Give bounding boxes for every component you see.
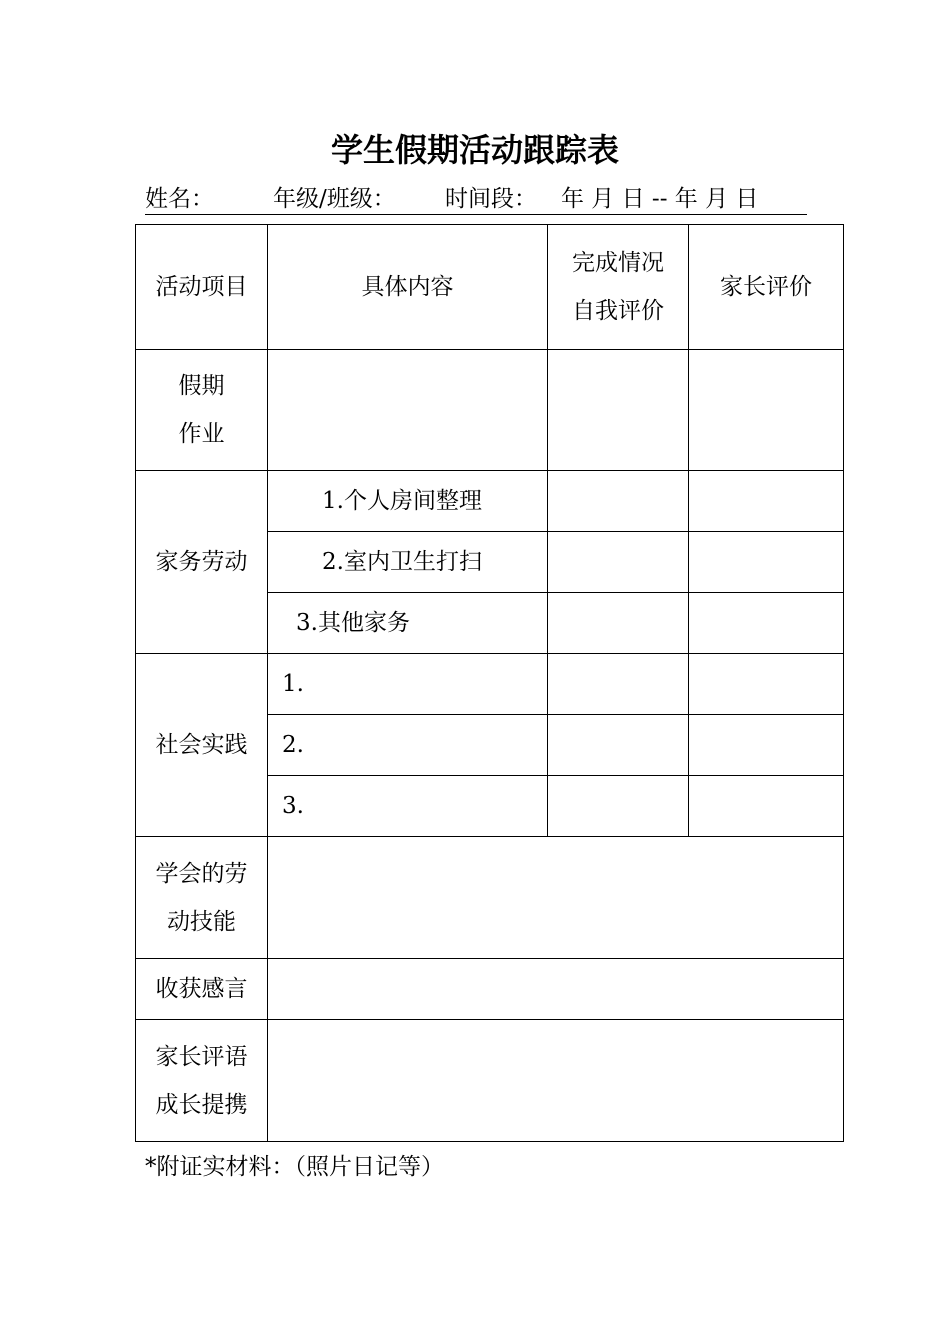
date-range: 年 月 日 -- 年 月 日 [561,186,759,212]
social-item-2: 2. [268,715,548,776]
header-self-line1: 完成情况 [572,250,664,276]
header-activity: 活动项目 [136,225,268,350]
social-self-cell-3[interactable] [548,776,689,837]
homework-parent-cell[interactable] [689,350,844,471]
homework-row [136,350,844,471]
tracking-table [135,224,844,1142]
homework-line2: 作业 [178,421,225,447]
harvest-label: 收获感言 [136,959,268,1020]
social-item-3: 3. [268,776,548,837]
housework-label: 家务劳动 [136,471,268,654]
student-info-line [145,184,807,215]
housework-item-1: 1.个人房间整理 [268,471,548,532]
social-parent-cell-2[interactable] [689,715,844,776]
homework-label [136,350,268,471]
skills-line1: 学会的劳 [155,860,248,887]
housework-item-3: 3.其他家务 [268,593,548,654]
parent-comment-row [136,1020,844,1142]
footnote: *附证实材料：（照片日记等） [145,1154,444,1180]
housework-parent-cell-1[interactable] [689,471,844,532]
header-row [136,225,844,350]
header-self-line2: 自我评价 [572,298,664,324]
skills-label [136,837,268,959]
social-label: 社会实践 [136,654,268,837]
housework-row-1 [136,471,844,532]
housework-parent-cell-3[interactable] [689,593,844,654]
housework-item-2: 2.室内卫生打扫 [268,532,548,593]
housework-self-cell-1[interactable] [548,471,689,532]
housework-self-cell-2[interactable] [548,532,689,593]
parent-comment-line2: 成长提携 [155,1091,248,1118]
header-content: 具体内容 [268,225,548,350]
social-item-1: 1. [268,654,548,715]
period-label: 时间段： [445,186,537,212]
social-self-cell-1[interactable] [548,654,689,715]
social-parent-cell-1[interactable] [689,654,844,715]
name-label: 姓名： [145,186,214,212]
homework-line1: 假期 [178,373,225,399]
parent-comment-content-cell[interactable] [268,1020,844,1142]
grade-class-label: 年级/班级： [273,186,396,212]
homework-self-cell[interactable] [548,350,689,471]
parent-comment-label [136,1020,268,1142]
skills-content-cell[interactable] [268,837,844,959]
parent-comment-line1: 家长评语 [155,1043,248,1070]
social-self-cell-2[interactable] [548,715,689,776]
header-self-evaluation [548,225,689,350]
page-title: 学生假期活动跟踪表 [330,131,619,169]
homework-content-cell[interactable] [268,350,548,471]
skills-line2: 动技能 [167,908,236,935]
harvest-content-cell[interactable] [268,959,844,1020]
header-parent-evaluation: 家长评价 [689,225,844,350]
social-row-1 [136,654,844,715]
social-parent-cell-3[interactable] [689,776,844,837]
housework-self-cell-3[interactable] [548,593,689,654]
harvest-row [136,959,844,1020]
housework-parent-cell-2[interactable] [689,532,844,593]
skills-row [136,837,844,959]
